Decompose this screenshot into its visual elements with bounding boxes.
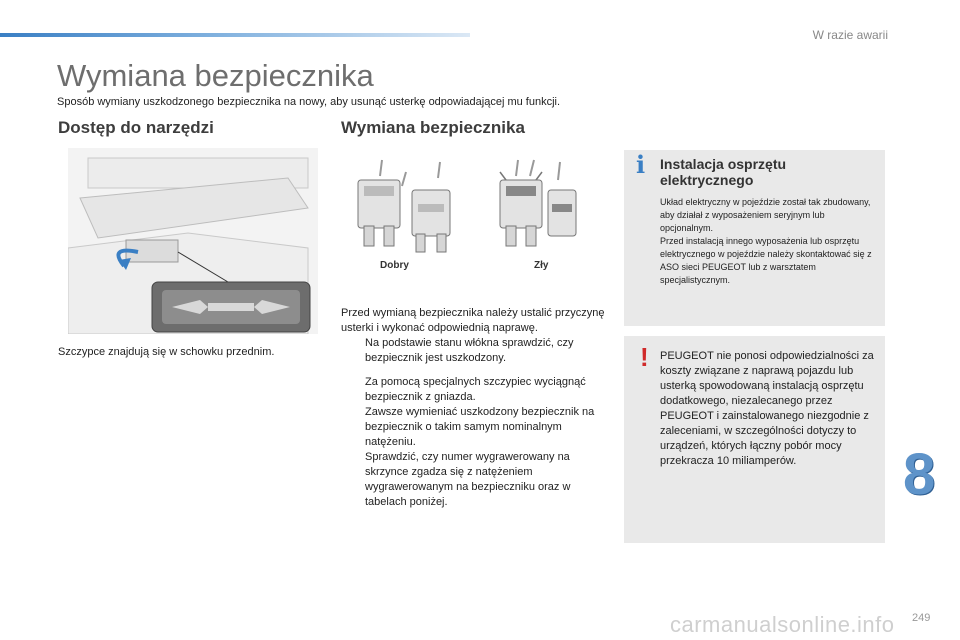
bullet-text: Za pomocą specjalnych szczypiec wyciągnąć bezpiecznik z gniazda.	[365, 376, 586, 403]
page-title: Wymiana bezpiecznika	[57, 58, 374, 93]
good-fuse-illustration	[358, 160, 450, 252]
chapter-number: 8	[903, 442, 936, 507]
replacement-instructions	[341, 306, 611, 510]
bullet-marker	[341, 336, 365, 366]
bullet-text: Na podstawie stanu włókna sprawdzić, czy bezpiecznik jest uszkodzony.	[365, 337, 574, 364]
tools-heading: Dostęp do narzędzi	[58, 118, 214, 137]
list-item	[341, 450, 611, 510]
info-paragraph: Przed instalacją innego wyposażenia lub osprzętu elektrycznego w pojeździe należy skontaktować się z ASO sieci PEUGEOT lub z warsztatem specjalistycznym.	[660, 236, 872, 285]
list-item	[341, 336, 611, 366]
header-accent-bar	[0, 33, 470, 37]
info-paragraph: Układ elektryczny w pojeździe został tak zbudowany, aby działał z wyposażeniem seryjnym lub opcjonalnym.	[660, 197, 871, 233]
tools-caption: Szczypce znajdują się w schowku przednim.	[58, 346, 275, 358]
fuse-label-bad: Zły	[534, 260, 549, 271]
fuse-comparison-illustration	[340, 150, 580, 260]
info-title: Instalacja osprzętu elektrycznego	[660, 156, 787, 188]
bullet-text: Zawsze wymieniać uszkodzony bezpiecznik na bezpiecznik o takim samym nominalnym natężeniu.	[365, 406, 595, 448]
page-subtitle: Sposób wymiany uszkodzonego bezpiecznika na nowy, aby usunąć usterkę odpowiadającej mu funkcji.	[57, 96, 561, 108]
list-item	[341, 375, 611, 405]
intro-paragraph: Przed wymianą bezpiecznika należy ustalić przyczynę usterki i wykonać odpowiednią naprawę.	[341, 307, 605, 334]
info-body	[660, 196, 878, 287]
bullet-marker	[341, 405, 365, 450]
fuse-label-good: Dobry	[380, 260, 409, 271]
warning-text: PEUGEOT nie ponosi odpowiedzialności za koszty związane z naprawą pojazdu lub usterką spowodowaną instalacją osprzętu dodatkowego, niezalecanego przez PEUGEOT i zainstalowanego niezgodnie z zaleceniami, w szczególności dotyczy to urządzeń, których łączny pobór mocy przekracza 10 miliamperów.	[660, 350, 874, 467]
bullet-marker	[341, 375, 365, 405]
bad-fuse-illustration	[500, 160, 576, 246]
list-item	[341, 405, 611, 450]
glovebox-illustration	[68, 148, 318, 334]
watermark: carmanualsonline.info	[670, 612, 895, 637]
info-icon: i	[636, 150, 646, 179]
page-number: 249	[912, 612, 931, 624]
replacement-heading: Wymiana bezpiecznika	[341, 118, 525, 137]
warning-icon: !	[640, 342, 649, 372]
bullet-text: Sprawdzić, czy numer wygrawerowany na skrzynce zgadza się z natężeniem wygrawerowanym na bezpieczniku oraz w tabelach poniżej.	[365, 451, 571, 508]
bullet-marker	[341, 450, 365, 510]
section-title: W razie awarii	[812, 28, 888, 42]
